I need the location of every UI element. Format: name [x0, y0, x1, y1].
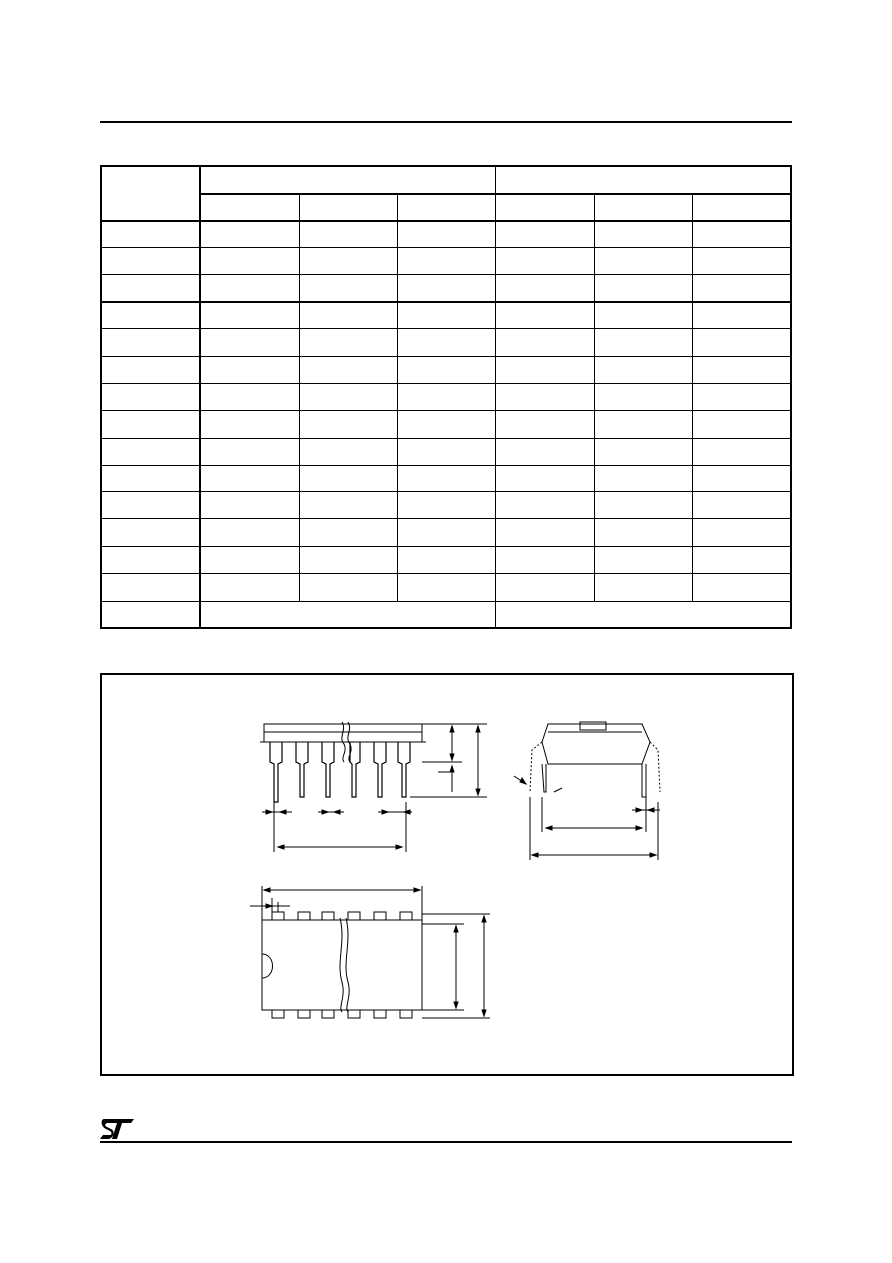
table-cell	[101, 573, 200, 601]
table-cell	[299, 573, 397, 601]
table-cell	[200, 465, 299, 492]
table-cell	[200, 357, 299, 384]
table-cell	[397, 573, 495, 601]
table-cell	[200, 546, 299, 573]
table-cell	[299, 410, 397, 438]
table-cell	[101, 302, 200, 329]
table-cell	[299, 302, 397, 329]
table-cell	[101, 519, 200, 547]
table-cell	[397, 519, 495, 547]
end-view	[514, 722, 660, 860]
table-cell	[495, 465, 594, 492]
table-header-cell	[495, 194, 594, 221]
table-cell	[299, 221, 397, 248]
table-cell	[692, 519, 791, 547]
table-cell	[692, 492, 791, 519]
table-cell	[200, 438, 299, 465]
table-cell	[495, 274, 594, 302]
package-drawing-frame	[100, 673, 794, 1076]
table-cell	[101, 274, 200, 302]
table-cell	[101, 384, 200, 411]
table-cell	[594, 274, 692, 302]
table-cell	[200, 519, 299, 547]
table-cell	[299, 384, 397, 411]
top-view	[250, 886, 490, 1018]
table-cell	[495, 329, 594, 357]
table-cell	[495, 384, 594, 411]
table-cell	[692, 573, 791, 601]
table-cell	[299, 438, 397, 465]
table-header-cell	[101, 166, 200, 221]
table-cell	[200, 274, 299, 302]
table-cell	[200, 573, 299, 601]
table-cell	[397, 384, 495, 411]
table-cell	[495, 573, 594, 601]
table-cell	[101, 438, 200, 465]
table-header-cell	[495, 166, 791, 194]
table-cell	[101, 221, 200, 248]
table-cell	[397, 410, 495, 438]
table-cell	[101, 357, 200, 384]
table-cell	[101, 247, 200, 274]
table-cell	[495, 438, 594, 465]
table-cell	[299, 492, 397, 519]
table-cell	[495, 519, 594, 547]
table-cell	[692, 357, 791, 384]
table-cell	[495, 601, 791, 628]
table-cell	[495, 492, 594, 519]
table-cell	[397, 438, 495, 465]
table-header-cell	[200, 166, 495, 194]
table-cell	[692, 384, 791, 411]
table-cell	[397, 247, 495, 274]
table-cell	[594, 546, 692, 573]
table-cell	[397, 302, 495, 329]
table-cell	[101, 546, 200, 573]
table-cell	[397, 221, 495, 248]
table-cell	[495, 302, 594, 329]
table-cell	[299, 465, 397, 492]
table-header-cell	[299, 194, 397, 221]
table-cell	[594, 465, 692, 492]
st-logo-icon	[100, 1117, 136, 1141]
table-cell	[397, 546, 495, 573]
table-cell	[299, 274, 397, 302]
table-cell	[594, 221, 692, 248]
table-cell	[692, 329, 791, 357]
table-cell	[594, 573, 692, 601]
table-cell	[397, 465, 495, 492]
table-header-cell	[397, 194, 495, 221]
package-outline-drawing	[102, 675, 792, 1074]
table-header-cell	[692, 194, 791, 221]
table-cell	[495, 546, 594, 573]
table-cell	[101, 329, 200, 357]
table-cell	[299, 329, 397, 357]
table-cell	[495, 357, 594, 384]
table-cell	[692, 221, 791, 248]
table-cell	[594, 519, 692, 547]
table-cell	[299, 519, 397, 547]
table-cell	[692, 438, 791, 465]
table-cell	[594, 410, 692, 438]
table-header-cell	[594, 194, 692, 221]
table-cell	[200, 410, 299, 438]
table-cell	[397, 492, 495, 519]
table-cell	[101, 601, 200, 628]
table-cell	[200, 247, 299, 274]
table-cell	[495, 221, 594, 248]
table-cell	[594, 492, 692, 519]
table-cell	[101, 492, 200, 519]
table-cell	[200, 221, 299, 248]
table-cell	[200, 329, 299, 357]
side-view	[260, 722, 487, 852]
table-cell	[200, 302, 299, 329]
table-cell	[594, 438, 692, 465]
footer-rule	[100, 1141, 792, 1143]
table-cell	[200, 384, 299, 411]
header-rule	[100, 121, 792, 123]
table-cell	[299, 546, 397, 573]
dimensions-table	[100, 165, 792, 629]
table-cell	[495, 247, 594, 274]
table-cell	[200, 492, 299, 519]
table-cell	[397, 274, 495, 302]
table-cell	[397, 357, 495, 384]
top-pins	[272, 912, 412, 920]
table-cell	[101, 465, 200, 492]
table-cell	[692, 302, 791, 329]
table-cell	[594, 302, 692, 329]
table-cell	[495, 410, 594, 438]
table-cell	[692, 274, 791, 302]
table-cell	[692, 465, 791, 492]
table-cell	[397, 329, 495, 357]
table-cell	[101, 410, 200, 438]
table-cell	[692, 410, 791, 438]
table-cell	[692, 546, 791, 573]
table-cell	[299, 357, 397, 384]
table-cell	[594, 384, 692, 411]
table-cell	[594, 329, 692, 357]
table-cell	[594, 357, 692, 384]
table-cell	[594, 247, 692, 274]
table-cell	[692, 247, 791, 274]
table-header-cell	[200, 194, 299, 221]
table-cell	[299, 247, 397, 274]
table-cell	[200, 601, 495, 628]
